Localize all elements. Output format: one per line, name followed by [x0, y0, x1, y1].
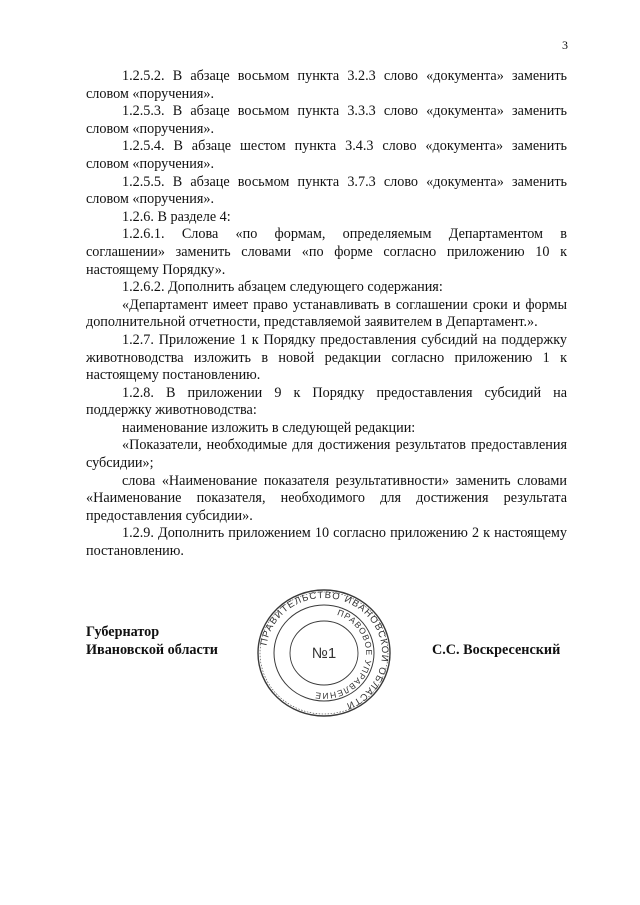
paragraph-1-2-8: 1.2.8. В приложении 9 к Порядку предоставления субсидий на поддержку животноводства: [86, 384, 567, 419]
signature-title-line2: Ивановской области [86, 641, 218, 658]
signature-title [86, 624, 218, 659]
official-seal [256, 587, 392, 719]
paragraph-1-2-5-4: 1.2.5.4. В абзаце шестом пункта 3.4.3 слово «документа» заменить словом «поручения». [86, 138, 567, 172]
paragraph-1-2-5-3: 1.2.5.3. В абзаце восьмом пункта 3.3.3 слово «документа» заменить словом «поручения». [86, 103, 567, 137]
page-number: 3 [562, 38, 568, 52]
paragraph-words-replace: слова «Наименование показателя результативности» заменить словами «Наименование показателя, необходимого для достижения результата предоставления субсидии». [86, 472, 567, 524]
paragraph-1-2-7: 1.2.7. Приложение 1 к Порядку предоставления субсидий на поддержку животноводства изложить в новой редакции согласно приложению 1 к настоящему постановлению. [86, 331, 567, 384]
paragraph-indicators-quote: «Показатели, необходимые для достижения результатов предоставления субсидии»; [86, 437, 567, 472]
paragraph-1-2-6-1: 1.2.6.1. Слова «по формам, определяемым Департаментом в соглашении» заменить словами «по форме согласно приложению 10 к настоящему Порядку». [86, 226, 567, 278]
signature-name: С.С. Воскресенский [432, 642, 561, 658]
seal-inner-text: ПРАВОВОЕ УПРАВЛЕНИЕ [313, 607, 375, 702]
signature-title-line1: Губернатор [86, 624, 160, 640]
paragraph-1-2-5-2: 1.2.5.2. В абзаце восьмом пункта 3.2.3 слово «документа» заменить словом «поручения». [86, 68, 567, 102]
paragraph-quote-department: «Департамент имеет право устанавливать в соглашении сроки и формы дополнительной отчетности, представляемой заявителем в Департамент.». [86, 296, 567, 331]
seal-outer-text: ПРАВИТЕЛЬСТВО ИВАНОВСКОЙ ОБЛАСТИ [258, 589, 391, 712]
paragraph-1-2-6-2: 1.2.6.2. Дополнить абзацем следующего содержания: [122, 279, 443, 296]
paragraph-name-change: наименование изложить в следующей редакции: [122, 419, 416, 436]
paragraph-1-2-5-5: 1.2.5.5. В абзаце восьмом пункта 3.7.3 слово «документа» заменить словом «поручения». [86, 173, 567, 208]
seal-number: №1 [311, 645, 337, 662]
paragraph-1-2-6: 1.2.6. В разделе 4: [122, 208, 231, 225]
document-body [86, 68, 567, 561]
paragraph-1-2-9: 1.2.9. Дополнить приложением 10 согласно приложению 2 к настоящему постановлению. [86, 525, 567, 560]
